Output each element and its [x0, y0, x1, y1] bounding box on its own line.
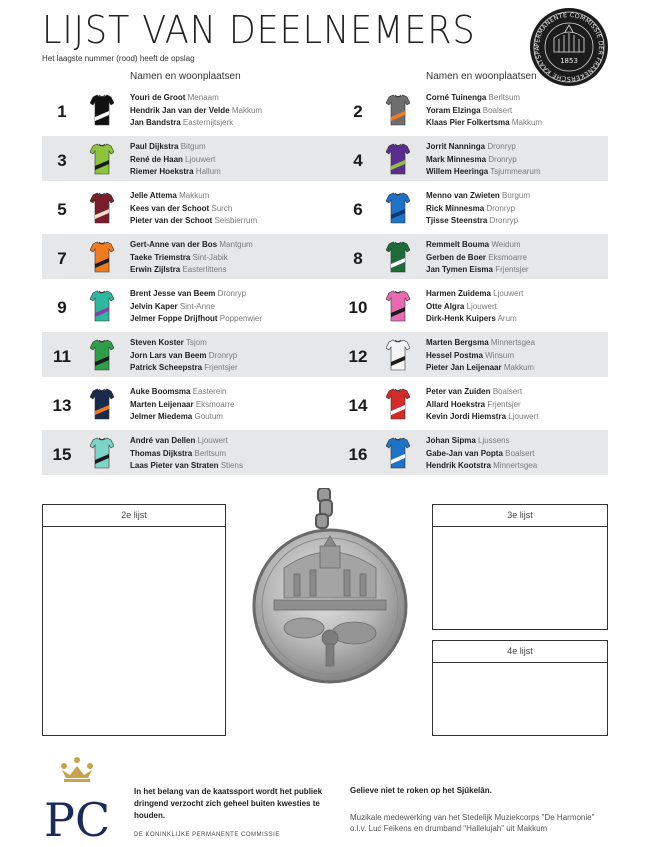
- player-name: Hessel Postma: [426, 350, 483, 360]
- team-number: 13: [52, 396, 72, 415]
- player-place: Poppenwier: [219, 314, 263, 323]
- list-label-4: 4e lijst: [507, 646, 533, 656]
- team-shirt-icon: [386, 436, 410, 470]
- team-entry: [338, 381, 621, 430]
- player-name: Thomas Dijkstra: [130, 448, 193, 458]
- player-place: Sint-Jabik: [192, 252, 228, 262]
- player-line: [426, 105, 542, 118]
- player-name: Laas Pieter van Straten: [130, 461, 219, 470]
- player-name: Remmelt Bouma: [426, 240, 490, 249]
- team-row: [42, 234, 608, 279]
- player-name: Hendrik Jan van der Velde: [130, 105, 230, 115]
- notice-text: In het belang van de kaatssport wordt het publiek dringend verzocht zich geheel buiten kwesties te houden.: [134, 787, 323, 820]
- team-number: 8: [353, 249, 363, 268]
- player-place: Stiens: [220, 461, 243, 470]
- team-entry: [338, 234, 621, 283]
- player-name: Allard Hoekstra: [426, 399, 486, 409]
- player-name: Kees van der Schoot: [130, 203, 210, 213]
- player-name: Marten Bergsma: [426, 338, 489, 347]
- team-players: [426, 337, 535, 375]
- player-line: [426, 350, 535, 363]
- player-place: Ljouwert: [185, 154, 216, 164]
- team-shirt-icon: [90, 240, 114, 274]
- team-shirt-icon: [90, 93, 114, 127]
- player-line: [130, 399, 235, 412]
- player-name: Hendrik Kootstra: [426, 461, 491, 470]
- team-number: 16: [348, 445, 368, 464]
- list-label-3: 3e lijst: [507, 510, 533, 520]
- list-divider: [433, 526, 607, 527]
- player-place: Frjentsjer: [204, 363, 238, 372]
- team-row: [42, 430, 608, 475]
- player-name: Youri de Groot: [130, 93, 186, 102]
- player-place: Minnertsgea: [490, 338, 535, 347]
- team-number: 2: [353, 102, 363, 121]
- player-line: [130, 337, 238, 350]
- team-number: 15: [52, 445, 72, 464]
- player-name: Auke Boomsma: [130, 387, 191, 396]
- player-name: Jorrit Nanninga: [426, 142, 486, 151]
- player-line: [130, 92, 262, 105]
- team-entry: [338, 430, 621, 479]
- player-place: Ljussens: [478, 436, 510, 445]
- team-players: [130, 190, 257, 228]
- player-line: [426, 313, 523, 326]
- team-shirt-icon: [386, 191, 410, 225]
- player-place: Berltsum: [194, 448, 227, 458]
- team-players: [426, 239, 529, 277]
- seal-graphic: [530, 8, 608, 86]
- player-line: [130, 215, 257, 228]
- player-line: [426, 239, 529, 252]
- player-name: Brent Jesse van Beem: [130, 289, 216, 298]
- player-line: [426, 386, 539, 399]
- player-name: Jelmer Miedema: [130, 412, 193, 421]
- page-subtitle: Het laagste nummer (rood) heeft de opslag: [42, 54, 195, 63]
- team-entry: [338, 332, 621, 381]
- team-row: [42, 332, 608, 377]
- team-row: [42, 283, 608, 328]
- pc-letters: PC: [44, 793, 111, 844]
- team-shirt-icon: [90, 338, 114, 372]
- player-name: Peter van Zuiden: [426, 387, 491, 396]
- team-number: 11: [53, 347, 71, 366]
- player-place: Weidum: [491, 240, 521, 249]
- player-place: Easterlittens: [182, 265, 227, 274]
- player-place: Ljouwert: [466, 301, 497, 311]
- player-place: Makkum: [231, 105, 263, 115]
- player-line: [130, 141, 221, 154]
- player-line: [130, 252, 253, 265]
- player-line: [130, 460, 243, 473]
- team-players: [130, 435, 243, 473]
- team-shirt-icon: [90, 289, 114, 323]
- team-players: [130, 141, 221, 179]
- player-name: Pieter van der Schoot: [130, 216, 213, 225]
- team-entry: [42, 381, 325, 430]
- player-place: Ljouwert: [197, 436, 228, 445]
- player-place: Ljouwert: [508, 412, 539, 421]
- player-line: [426, 288, 523, 301]
- team-players: [130, 288, 262, 326]
- list-label-2: 2e lijst: [121, 510, 147, 520]
- player-line: [130, 190, 257, 203]
- pc-logo: [42, 748, 112, 844]
- no-smoking-notice: Gelieve niet te roken op het Sjûkelân.: [350, 786, 492, 795]
- player-line: [130, 117, 262, 130]
- team-entry: [338, 283, 621, 332]
- team-entry: [338, 185, 621, 234]
- team-number: 1: [57, 102, 67, 121]
- team-number: 10: [348, 298, 368, 317]
- player-name: Jan Tymen Eisma: [426, 265, 493, 274]
- player-place: Ljouwert: [493, 289, 524, 298]
- player-place: Tsjummearum: [490, 167, 541, 176]
- player-name: Paul Dijkstra: [130, 142, 179, 151]
- team-entry: [338, 87, 621, 136]
- player-line: [426, 141, 540, 154]
- player-name: Jan Bandstra: [130, 118, 181, 127]
- list-divider: [43, 526, 225, 527]
- player-place: Eksmoarre: [195, 399, 235, 409]
- player-name: Pieter Jan Leijenaar: [426, 363, 502, 372]
- player-place: Tsjom: [185, 338, 207, 347]
- team-entry: [338, 136, 621, 185]
- player-line: [426, 203, 530, 216]
- medal-image: [244, 488, 416, 688]
- player-line: [130, 350, 238, 363]
- player-place: Menaam: [187, 93, 219, 102]
- player-place: Easterein: [192, 387, 227, 396]
- column-header-right: Namen en woonplaatsen: [426, 71, 537, 82]
- player-place: Surch: [211, 203, 233, 213]
- player-line: [426, 362, 535, 375]
- player-name: Otte Algra: [426, 301, 465, 311]
- player-place: Goutum: [194, 412, 223, 421]
- player-line: [426, 301, 523, 314]
- player-line: [130, 105, 262, 118]
- player-place: Seisbierrum: [214, 216, 258, 225]
- player-place: Makkum: [503, 363, 535, 372]
- team-players: [426, 288, 523, 326]
- team-row: [42, 136, 608, 181]
- player-name: Johan Sipma: [426, 436, 476, 445]
- player-line: [130, 362, 238, 375]
- player-name: Yoram Elzinga: [426, 105, 481, 115]
- player-place: Sint-Anne: [179, 301, 215, 311]
- player-place: Boalsert: [505, 448, 535, 458]
- player-place: Makkum: [511, 118, 543, 127]
- player-name: Erwin Zijlstra: [130, 265, 181, 274]
- player-name: Gert-Anne van der Bos: [130, 240, 218, 249]
- team-entry: [42, 283, 325, 332]
- organization-name: DE KONINKLIJKE PERMANENTE COMMISSIE: [134, 832, 280, 838]
- player-name: Corné Tuinenga: [426, 93, 487, 102]
- team-shirt-icon: [90, 142, 114, 176]
- player-name: Dirk-Henk Kuipers: [426, 314, 496, 323]
- player-place: Frjentsjer: [487, 399, 521, 409]
- player-place: Burgum: [502, 191, 531, 200]
- player-line: [426, 460, 537, 473]
- team-shirt-icon: [386, 240, 410, 274]
- player-line: [130, 411, 235, 424]
- player-place: Arum: [497, 314, 517, 323]
- list-box-3[interactable]: [432, 504, 608, 630]
- player-place: Dronryp: [489, 216, 519, 225]
- player-line: [130, 448, 243, 461]
- team-number: 5: [57, 200, 67, 219]
- player-line: [130, 288, 262, 301]
- team-number: 9: [57, 298, 67, 317]
- music-credits: Muzikale medewerking van het Stedelijk Muziekcorps "De Harmonie" o.l.v. Luc Feikens en drumband "Hallelujah" uit Makkum: [350, 813, 595, 833]
- player-line: [426, 215, 530, 228]
- player-line: [426, 435, 537, 448]
- seal-year: 1853: [560, 57, 578, 65]
- list-divider: [433, 662, 607, 663]
- team-entry: [42, 430, 325, 479]
- team-shirt-icon: [90, 436, 114, 470]
- player-place: Dronryp: [488, 154, 517, 164]
- player-place: Mantgum: [219, 240, 253, 249]
- player-name: Jelle Attema: [130, 191, 177, 200]
- team-shirt-icon: [386, 289, 410, 323]
- player-name: Rick Minnesma: [426, 203, 485, 213]
- player-name: Mark Minnesma: [426, 154, 487, 164]
- team-entry: [42, 185, 325, 234]
- seal-ring-text: PERMANENTE COMMISSIE DER FRANEKERSCHE KAATSPA: [533, 11, 605, 83]
- player-name: Jorn Lars van Beem: [130, 350, 207, 360]
- team-shirt-icon: [386, 93, 410, 127]
- player-line: [426, 190, 530, 203]
- player-place: Frjentsjer: [495, 265, 529, 274]
- player-name: René de Haan: [130, 154, 183, 164]
- player-place: Dronryp: [208, 350, 238, 360]
- player-name: Gabe-Jan van Popta: [426, 448, 503, 458]
- player-name: Kevin Jordi Hiemstra: [426, 412, 507, 421]
- player-line: [130, 386, 235, 399]
- player-line: [130, 154, 221, 167]
- player-name: Taeke Triemstra: [130, 252, 191, 262]
- player-place: Winsum: [485, 350, 515, 360]
- team-players: [130, 239, 253, 277]
- player-line: [426, 448, 537, 461]
- team-entry: [42, 87, 325, 136]
- player-name: Jelvin Kaper: [130, 301, 178, 311]
- crown-icon: [61, 757, 93, 782]
- team-number: 14: [348, 396, 368, 415]
- team-row: [42, 381, 608, 426]
- player-line: [130, 435, 243, 448]
- team-players: [130, 337, 238, 375]
- list-box-4[interactable]: [432, 640, 608, 736]
- player-line: [130, 264, 253, 277]
- player-name: Menno van Zwieten: [426, 191, 500, 200]
- team-players: [426, 141, 540, 179]
- team-players: [426, 190, 530, 228]
- player-line: [426, 92, 542, 105]
- player-name: Tjisse Steenstra: [426, 216, 488, 225]
- team-shirt-icon: [90, 191, 114, 225]
- player-name: Klaas Pier Folkertsma: [426, 118, 510, 127]
- team-shirt-icon: [386, 338, 410, 372]
- player-name: Willem Heeringa: [426, 167, 489, 176]
- page-title: LIJST VAN DEELNEMERS: [42, 8, 476, 52]
- player-line: [130, 239, 253, 252]
- player-line: [130, 301, 262, 314]
- player-line: [426, 411, 539, 424]
- player-line: [130, 166, 221, 179]
- player-place: Dronryp: [486, 203, 515, 213]
- player-name: Marten Leijenaar: [130, 399, 194, 409]
- player-place: Hallum: [195, 167, 221, 176]
- player-place: Makkum: [179, 191, 210, 200]
- column-header-left: Namen en woonplaatsen: [130, 71, 241, 82]
- team-entry: [42, 332, 325, 381]
- player-name: Harmen Zuidema: [426, 289, 491, 298]
- player-line: [130, 313, 262, 326]
- team-entry: [42, 136, 325, 185]
- player-place: Easternijtsjerk: [182, 118, 234, 127]
- team-shirt-icon: [386, 142, 410, 176]
- team-entry: [42, 234, 325, 283]
- team-players: [130, 92, 262, 130]
- player-line: [426, 337, 535, 350]
- player-name: Jelmer Foppe Drijfhout: [130, 314, 218, 323]
- team-number: 7: [57, 249, 67, 268]
- team-players: [426, 435, 537, 473]
- team-players: [426, 386, 539, 424]
- player-place: Boalsert: [492, 387, 523, 396]
- player-place: Bitgum: [180, 142, 206, 151]
- team-number: 3: [57, 151, 67, 170]
- team-shirt-icon: [90, 387, 114, 421]
- player-place: Dronryp: [217, 289, 247, 298]
- player-place: Boalsert: [482, 105, 513, 115]
- player-place: Berltsum: [488, 93, 521, 102]
- player-line: [130, 203, 257, 216]
- player-line: [426, 166, 540, 179]
- player-line: [426, 154, 540, 167]
- team-number: 6: [353, 200, 363, 219]
- team-row: [42, 87, 608, 132]
- team-number: 12: [348, 347, 368, 366]
- player-name: Steven Koster: [130, 338, 184, 347]
- team-players: [130, 386, 235, 424]
- commission-seal: [530, 8, 608, 86]
- player-name: Riemer Hoekstra: [130, 167, 194, 176]
- player-place: Eksmoarre: [488, 252, 527, 262]
- player-line: [426, 399, 539, 412]
- player-name: Gerben de Boer: [426, 252, 487, 262]
- player-place: Dronryp: [487, 142, 516, 151]
- team-row: [42, 185, 608, 230]
- list-box-2[interactable]: [42, 504, 226, 736]
- player-line: [426, 264, 529, 277]
- player-name: Patrick Scheepstra: [130, 363, 203, 372]
- team-number: 4: [353, 151, 363, 170]
- player-place: Minnertsgea: [493, 461, 538, 470]
- player-line: [426, 117, 542, 130]
- player-name: André van Dellen: [130, 436, 196, 445]
- team-players: [426, 92, 542, 130]
- team-shirt-icon: [386, 387, 410, 421]
- player-line: [426, 252, 529, 265]
